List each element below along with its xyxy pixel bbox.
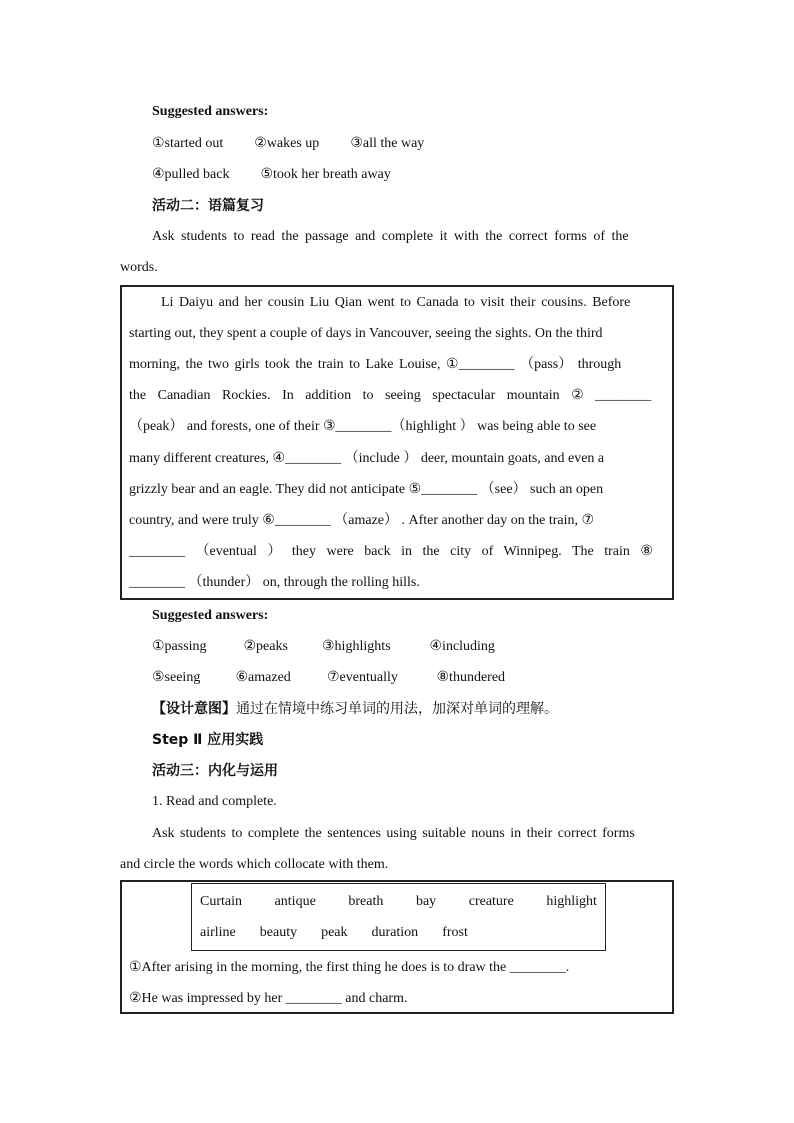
answers-row-3 <box>152 637 495 657</box>
passage-line-6: many different creatures, ④________ （include ） deer, mountain goats, and even a <box>129 451 605 466</box>
answer-eventually: ⑦eventually <box>327 670 398 685</box>
step-2-title: Step Ⅱ 应用实践 <box>152 732 264 748</box>
passage-line-2: starting out, they spent a couple of days in Vancouver, seeing the sights. On the third <box>129 326 603 341</box>
answer-highlights: ③highlights <box>322 639 391 654</box>
answer-4: ④pulled back <box>152 167 230 182</box>
exercise-sentence-1: ①After arising in the morning, the first thing he does is to draw the ________. <box>129 960 570 975</box>
passage-line-8: country, and were truly ⑥________ （amaze） . After another day on the train, ⑦ <box>129 513 595 528</box>
word-beauty: beauty <box>259 925 298 940</box>
exercise-sentence-2: ②He was impressed by her ________ and charm. <box>129 991 408 1006</box>
word-duration: duration <box>371 925 419 940</box>
exercise-box <box>120 880 674 1014</box>
activity-2-instruction-line-1: Ask students to read the passage and complete it with the correct forms of the <box>152 229 629 244</box>
word-row-1 <box>200 892 597 912</box>
answers-row-4 <box>152 668 505 688</box>
activity-3-item-1: 1. Read and complete. <box>152 794 277 809</box>
suggested-answers-heading-2: Suggested answers: <box>152 608 269 623</box>
design-intent-text: 通过在情境中练习单词的用法，加深对单词的理解。 <box>236 701 558 717</box>
word-airline: airline <box>200 925 236 940</box>
activity-2-instruction-line-2: words. <box>120 260 158 275</box>
word-highlight: highlight <box>546 894 597 909</box>
passage-line-3: morning, the two girls took the train to Lake Louise, ①________ （pass） through <box>129 357 622 372</box>
activity-3-title: 活动三：内化与运用 <box>152 763 278 779</box>
answer-thundered: ⑧thundered <box>436 670 506 685</box>
word-antique: antique <box>274 894 316 909</box>
passage-line-9: ________ （eventual ） they were back in the city of Winnipeg. The train ⑧ <box>129 544 653 559</box>
answer-seeing: ⑤seeing <box>152 670 201 685</box>
design-intent-label: 【设计意图】 <box>152 701 236 717</box>
word-box <box>191 883 606 951</box>
passage-line-10: ________ （thunder） on, through the rolling hills. <box>129 575 420 590</box>
answer-passing: ①passing <box>152 639 207 654</box>
suggested-answers-heading-1: Suggested answers: <box>152 104 269 119</box>
answer-1: ①started out <box>152 136 224 151</box>
answer-amazed: ⑥amazed <box>235 670 291 685</box>
word-breath: breath <box>348 894 384 909</box>
answer-3: ③all the way <box>350 136 425 151</box>
passage-line-1: Li Daiyu and her cousin Liu Qian went to Canada to visit their cousins. Before <box>161 295 631 310</box>
design-intent <box>152 699 558 719</box>
answer-peaks: ②peaks <box>243 639 288 654</box>
answers-row-1 <box>152 134 424 154</box>
answer-2: ②wakes up <box>254 136 320 151</box>
word-curtain: Curtain <box>200 894 242 909</box>
passage-line-7: grizzly bear and an eagle. They did not anticipate ⑤________ （see） such an open <box>129 482 604 497</box>
activity-2-title: 活动二：语篇复习 <box>152 198 264 214</box>
word-bay: bay <box>415 894 437 909</box>
activity-3-instruction-line-1: Ask students to complete the sentences using suitable nouns in their correct forms <box>152 826 635 841</box>
word-frost: frost <box>442 925 468 940</box>
answer-5: ⑤took her breath away <box>260 167 391 182</box>
passage-line-5: （peak） and forests, one of their ③________（highlight ） was being able to see <box>129 419 597 434</box>
word-row-2 <box>200 923 597 943</box>
word-creature: creature <box>468 894 514 909</box>
word-peak: peak <box>321 925 348 940</box>
passage-line-4: the Canadian Rockies. In addition to seeing spectacular mountain ② ________ <box>129 388 652 403</box>
answers-row-2 <box>152 165 391 185</box>
answer-including: ④including <box>429 639 495 654</box>
passage-box <box>120 285 674 600</box>
activity-3-instruction-line-2: and circle the words which collocate with them. <box>120 857 389 872</box>
